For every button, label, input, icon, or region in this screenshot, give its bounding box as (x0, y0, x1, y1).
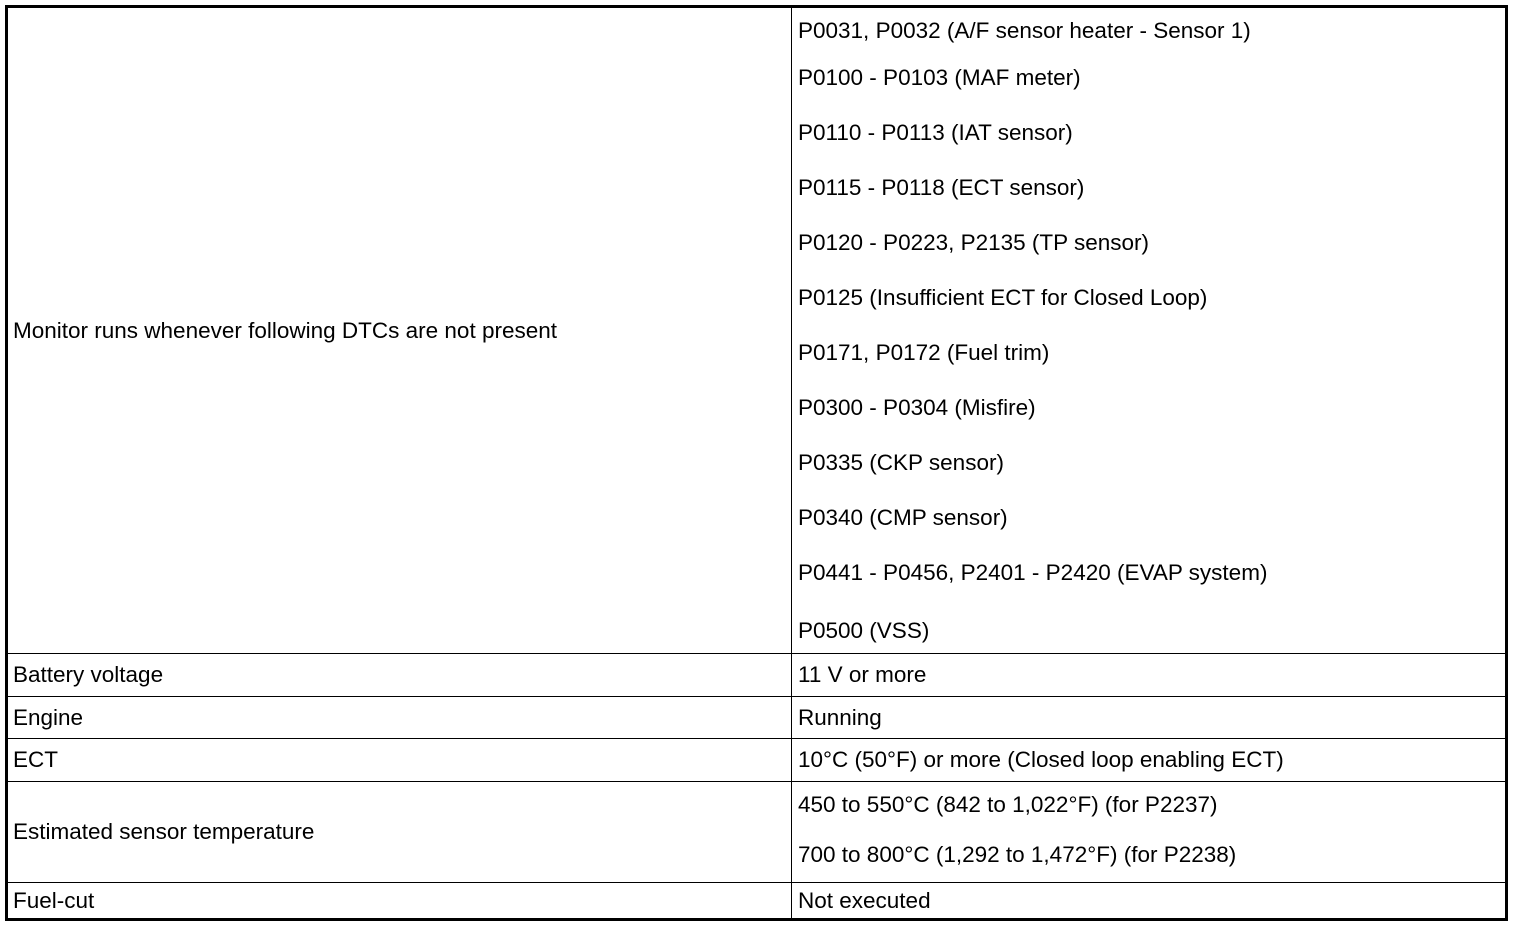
dtc-item: P0441 - P0456, P2401 - P2420 (EVAP system) (798, 560, 1268, 585)
dtc-item: P0110 - P0113 (IAT sensor) (798, 120, 1073, 145)
condition-value: 11 V or more (792, 654, 1506, 697)
table-row (8, 697, 1505, 739)
table-row (8, 8, 1505, 654)
table-row (8, 654, 1505, 697)
table-row (8, 739, 1505, 782)
dtc-item: P0300 - P0304 (Misfire) (798, 395, 1036, 420)
dtc-item: P0500 (VSS) (798, 618, 930, 643)
table-row (8, 782, 1505, 883)
condition-value-list (792, 8, 1506, 654)
dtc-item: P0171, P0172 (Fuel trim) (798, 340, 1050, 365)
condition-label: Battery voltage (8, 654, 792, 697)
temperature-range-item: 450 to 550°C (842 to 1,022°F) (for P2237) (798, 792, 1218, 817)
temperature-range-item: 700 to 800°C (1,292 to 1,472°F) (for P2238) (798, 842, 1237, 867)
condition-value-list (792, 782, 1506, 883)
condition-value: Not executed (792, 883, 1506, 919)
condition-value: Running (792, 697, 1506, 739)
condition-label: Engine (8, 697, 792, 739)
table-row (8, 883, 1505, 919)
dtc-item: P0031, P0032 (A/F sensor heater - Sensor 1) (798, 18, 1251, 43)
condition-label: Monitor runs whenever following DTCs are not present (8, 8, 792, 654)
dtc-item: P0125 (Insufficient ECT for Closed Loop) (798, 285, 1208, 310)
monitor-conditions-table (8, 8, 1505, 918)
conditions-table-frame (5, 5, 1508, 921)
dtc-item: P0340 (CMP sensor) (798, 505, 1008, 530)
dtc-item: P0100 - P0103 (MAF meter) (798, 65, 1081, 90)
condition-label: Estimated sensor temperature (8, 782, 792, 883)
dtc-item: P0120 - P0223, P2135 (TP sensor) (798, 230, 1150, 255)
condition-label: ECT (8, 739, 792, 782)
dtc-item: P0115 - P0118 (ECT sensor) (798, 175, 1085, 200)
condition-value: 10°C (50°F) or more (Closed loop enabling ECT) (792, 739, 1506, 782)
dtc-item: P0335 (CKP sensor) (798, 450, 1004, 475)
condition-label: Fuel-cut (8, 883, 792, 919)
